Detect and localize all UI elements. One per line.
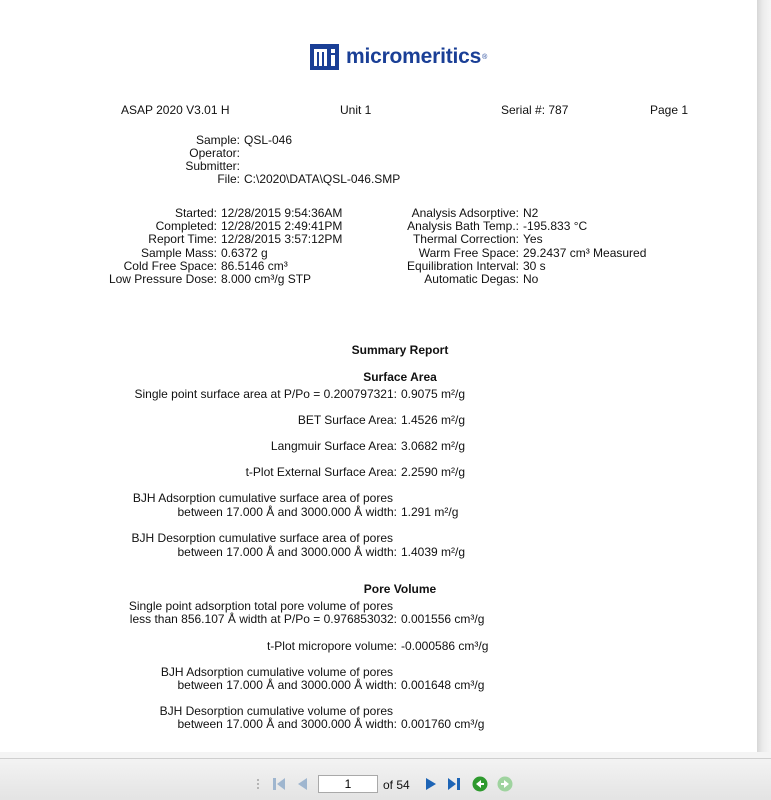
page-edge-shadow (757, 0, 771, 752)
pore-volume-row-2-value: 0.001648 cm³/g (401, 678, 485, 692)
pore-volume-row-1-label: t-Plot micropore volume: (266, 639, 397, 653)
run-info-left-row-1-label: Completed: (155, 219, 217, 234)
logo-text: micromeritics (346, 45, 482, 68)
pore-volume-row-3-label-line1: BJH Desorption cumulative volume of pores (159, 704, 393, 718)
next-page-icon[interactable] (423, 776, 439, 792)
run-info-right-row-4-value: 30 s (523, 258, 546, 273)
pore-volume-title: Pore Volume (363, 582, 437, 596)
surface-area-row-5-value: 1.4039 m²/g (401, 545, 466, 559)
run-info-right-row-3-value: 29.2437 cm³ Measured (523, 245, 647, 260)
first-page-icon[interactable] (271, 776, 287, 792)
run-info-left-row-5-label: Low Pressure Dose: (108, 272, 217, 286)
pore-volume-row-0-value: 0.001556 cm³/g (401, 612, 485, 626)
pore-volume-row-3-label: between 17.000 Å and 3000.000 Å width: (177, 717, 397, 731)
run-info-left-row-1-value: 12/28/2015 2:49:41PM (221, 219, 343, 234)
run-info-left-row-4-label: Cold Free Space: (123, 258, 217, 273)
run-info-right-row-1-value: -195.833 °C (523, 219, 588, 234)
run-info-right-row-5-value: No (523, 272, 539, 286)
surface-area-row-4-label-line1: BJH Adsorption cumulative surface area of pores (132, 491, 393, 505)
software-version: ASAP 2020 V3.01 H (121, 103, 230, 117)
total-pages-label: of 54 (383, 778, 410, 792)
surface-area-row-2-label: Langmuir Surface Area: (270, 439, 397, 453)
pore-volume-row-0-label-line1: Single point adsorption total pore volume of pores (128, 599, 393, 613)
run-info-right-row-1-label: Analysis Bath Temp.: (407, 219, 519, 234)
previous-page-icon[interactable] (294, 776, 310, 792)
unit-label: Unit 1 (340, 103, 372, 117)
run-info-left-row-2-value: 12/28/2015 3:57:12PM (221, 232, 343, 247)
sample-info-row-3-value: C:\2020\DATA\QSL-046.SMP (244, 172, 401, 186)
page-navigation-toolbar (0, 758, 771, 800)
surface-area-row-3-value: 2.2590 m²/g (401, 465, 466, 479)
pore-volume-row-2-label-line1: BJH Adsorption cumulative volume of pores (160, 665, 393, 679)
run-info-right-row-5-label: Automatic Degas: (424, 272, 519, 286)
surface-area-row-3-label: t-Plot External Surface Area: (245, 465, 397, 479)
surface-area-row-1-label: BET Surface Area: (297, 413, 397, 427)
surface-area-row-2-value: 3.0682 m²/g (401, 439, 466, 453)
run-info-right-row-0-label: Analysis Adsorptive: (411, 206, 519, 220)
pore-volume-row-1-value: -0.000586 cm³/g (401, 639, 489, 653)
run-info-right-row-2-label: Thermal Correction: (412, 232, 519, 247)
pore-volume-row-2-label: between 17.000 Å and 3000.000 Å width: (177, 678, 397, 692)
sample-info-row-1-label: Operator: (189, 146, 240, 160)
page-number: Page 1 (650, 103, 689, 117)
run-info-right-row-3-label: Warm Free Space: (418, 245, 519, 260)
run-info-right-row-2-value: Yes (523, 232, 543, 247)
report-title: Summary Report (351, 343, 449, 357)
grip-icon[interactable] (257, 779, 263, 789)
surface-area-row-1-value: 1.4526 m²/g (401, 413, 466, 427)
run-info-left-row-5-value: 8.000 cm³/g STP (221, 272, 312, 286)
surface-area-row-0-label: Single point surface area at P/Po = 0.200797321: (134, 387, 397, 401)
last-page-icon[interactable] (446, 776, 462, 792)
sample-info-row-0-value: QSL-046 (244, 133, 293, 147)
run-info-left-row-3-value: 0.6372 g (221, 245, 268, 260)
sample-info-row-2-label: Submitter: (185, 159, 240, 173)
run-info-right-row-0-value: N2 (523, 206, 539, 220)
micromeritics-logo (310, 44, 487, 70)
run-info-left-row-4-value: 86.5146 cm³ (221, 258, 288, 273)
run-info-left-row-2-label: Report Time: (148, 232, 217, 247)
surface-area-row-0-value: 0.9075 m²/g (401, 387, 466, 401)
current-page-input[interactable] (318, 775, 378, 793)
surface-area-row-4-value: 1.291 m²/g (401, 505, 459, 519)
run-info-left-row-0-value: 12/28/2015 9:54:36AM (221, 206, 343, 220)
run-info-right-row-4-label: Equilibration Interval: (406, 258, 519, 273)
logo-mark-icon (310, 44, 339, 70)
forward-icon[interactable] (497, 776, 513, 792)
pore-volume-row-0-label: less than 856.107 Å width at P/Po = 0.976853032: (129, 612, 397, 626)
run-info-left-row-0-label: Started: (174, 206, 217, 220)
run-info-left-row-3-label: Sample Mass: (140, 245, 217, 260)
logo-registered-mark: ® (482, 53, 488, 61)
sample-info-row-0-label: Sample: (195, 133, 240, 147)
serial-number: Serial #: 787 (501, 103, 569, 117)
surface-area-row-5-label: between 17.000 Å and 3000.000 Å width: (177, 545, 397, 559)
back-icon[interactable] (472, 776, 488, 792)
surface-area-row-4-label: between 17.000 Å and 3000.000 Å width: (177, 505, 397, 519)
surface-area-row-5-label-line1: BJH Desorption cumulative surface area of pores (131, 531, 393, 545)
pore-volume-row-3-value: 0.001760 cm³/g (401, 717, 485, 731)
sample-info-row-3-label: File: (217, 172, 240, 186)
surface-area-title: Surface Area (363, 370, 437, 384)
